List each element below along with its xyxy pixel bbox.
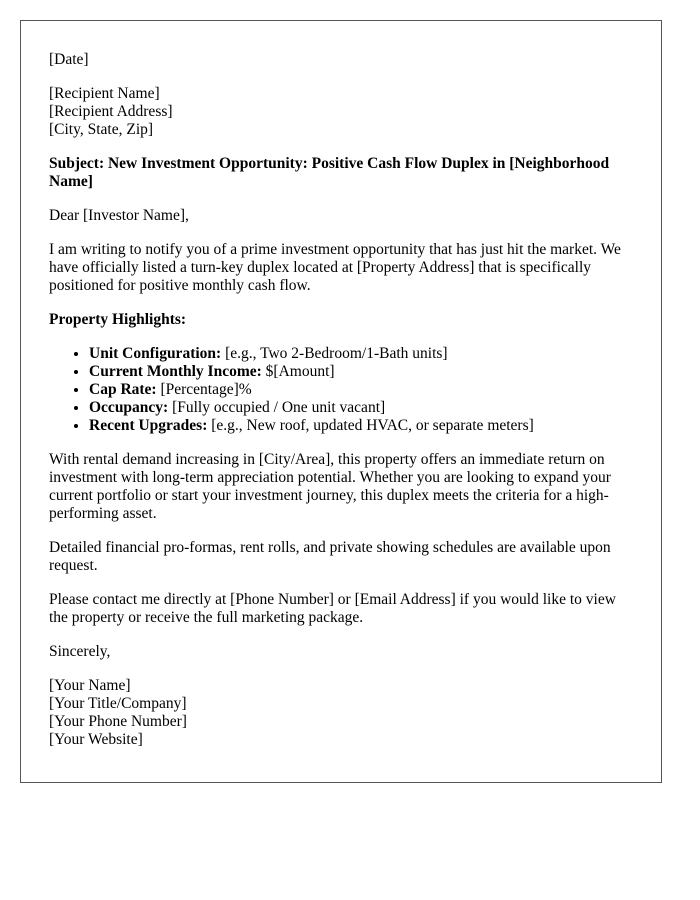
highlight-label: Current Monthly Income:: [89, 363, 262, 380]
contact-paragraph: Please contact me directly at [Phone Number] or [Email Address] if you would like to view the property or receive the full marketing package.: [49, 591, 616, 626]
letter-container: [20, 20, 662, 783]
closing: Sincerely,: [49, 643, 111, 660]
highlight-value: [e.g., New roof, updated HVAC, or separate meters]: [207, 417, 534, 434]
highlights-list: [49, 345, 633, 435]
highlight-value: [Percentage]%: [156, 381, 252, 398]
date-block: [49, 51, 633, 69]
list-item: [89, 381, 633, 399]
signature-phone: [Your Phone Number]: [49, 713, 187, 730]
signature-website: [Your Website]: [49, 731, 143, 748]
signature-name: [Your Name]: [49, 677, 131, 694]
highlight-label: Cap Rate:: [89, 381, 157, 398]
demand-paragraph: With rental demand increasing in [City/Area], this property offers an immediate return on investment with long-term appreciation potential. Whether you are looking to expand your current portfolio or start your investment journey, this duplex meets the criteria for a high-performing asset.: [49, 451, 611, 522]
recipient-block: [49, 85, 633, 139]
financials-paragraph: Detailed financial pro-formas, rent rolls, and private showing schedules are available upon request.: [49, 539, 611, 574]
recipient-city-state-zip: [City, State, Zip]: [49, 121, 154, 138]
highlight-label: Unit Configuration:: [89, 345, 222, 362]
signature-block: [49, 677, 633, 749]
list-item: [89, 345, 633, 363]
signature-title: [Your Title/Company]: [49, 695, 187, 712]
highlight-value: [Fully occupied / One unit vacant]: [168, 399, 386, 416]
highlight-label: Occupancy:: [89, 399, 169, 416]
list-item: [89, 417, 633, 435]
date-text: [Date]: [49, 51, 89, 68]
highlight-value: [e.g., Two 2-Bedroom/1-Bath units]: [221, 345, 448, 362]
salutation: Dear [Investor Name],: [49, 207, 189, 224]
highlights-title: Property Highlights:: [49, 311, 187, 328]
intro-paragraph: I am writing to notify you of a prime investment opportunity that has just hit the market. We have officially listed a turn-key duplex located at [Property Address] that is specifically positioned for positive monthly cash flow.: [49, 241, 621, 294]
recipient-name: [Recipient Name]: [49, 85, 160, 102]
recipient-address: [Recipient Address]: [49, 103, 173, 120]
highlight-label: Recent Upgrades:: [89, 417, 208, 434]
list-item: [89, 363, 633, 381]
highlight-value: $[Amount]: [261, 363, 335, 380]
subject-line: Subject: New Investment Opportunity: Positive Cash Flow Duplex in [Neighborhood Name]: [49, 155, 610, 190]
list-item: [89, 399, 633, 417]
